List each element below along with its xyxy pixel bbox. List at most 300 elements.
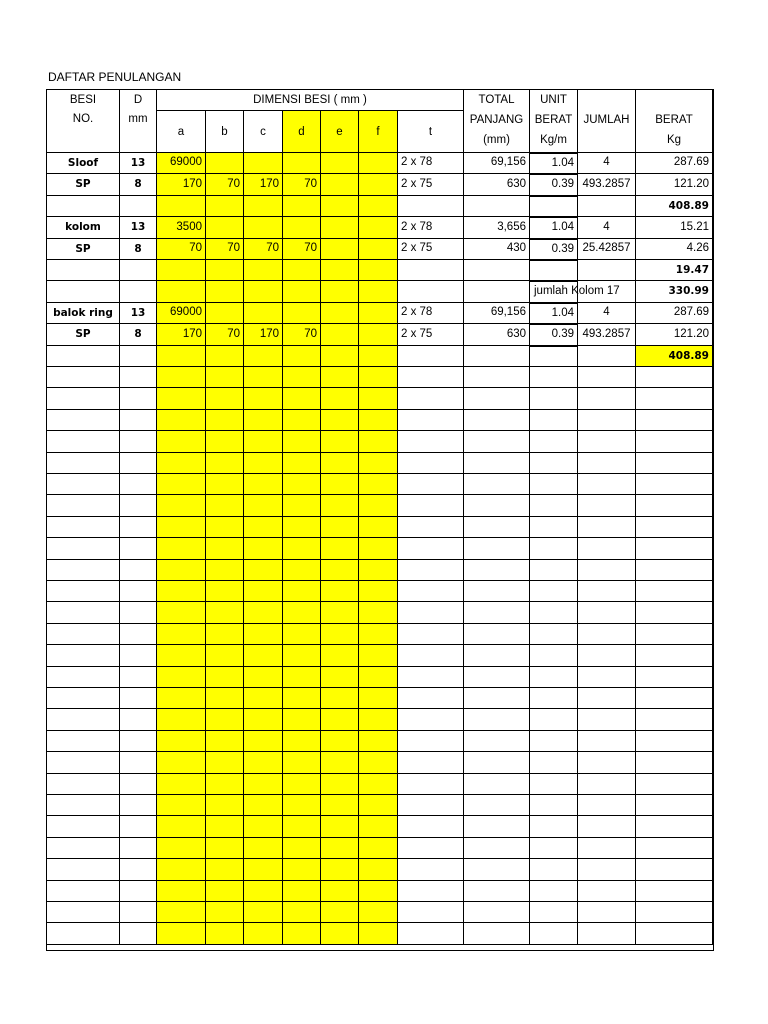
cell-c — [244, 560, 283, 581]
cell-c — [244, 410, 283, 431]
cell-jumlah — [578, 388, 636, 409]
cell-d — [120, 602, 157, 623]
cell-c — [244, 838, 283, 859]
cell-unit — [530, 645, 578, 666]
cell-e — [321, 324, 359, 345]
cell-c — [244, 902, 283, 923]
cell-d — [120, 410, 157, 431]
cell-t — [398, 388, 464, 409]
cell-b — [206, 474, 244, 495]
cell-e — [321, 196, 359, 217]
cell-b — [206, 495, 244, 516]
cell-f — [359, 431, 398, 452]
cell-b: 70 — [206, 174, 244, 195]
cell-d — [120, 923, 157, 944]
cell-c — [244, 367, 283, 388]
cell-a — [157, 709, 206, 730]
cell-d: 13 — [120, 153, 157, 174]
cell-a — [157, 517, 206, 538]
cell-dd — [283, 731, 321, 752]
cell-unit — [530, 453, 578, 474]
cell-e — [321, 260, 359, 281]
cell-dd — [283, 795, 321, 816]
cell-berat — [636, 602, 713, 623]
cell-b — [206, 667, 244, 688]
cell-besi — [47, 838, 120, 859]
cell-e — [321, 688, 359, 709]
cell-e — [321, 474, 359, 495]
cell-c — [244, 153, 283, 174]
cell-d — [120, 881, 157, 902]
cell-jumlah — [578, 688, 636, 709]
cell-total — [464, 667, 530, 688]
cell-berat — [636, 923, 713, 944]
cell-c — [244, 731, 283, 752]
cell-d — [120, 624, 157, 645]
cell-besi — [47, 752, 120, 773]
cell-jumlah: 25.42857 — [578, 239, 636, 260]
cell-c — [244, 517, 283, 538]
cell-jumlah: 4 — [578, 153, 636, 174]
cell-t: 2 x 75 — [398, 174, 464, 195]
cell-e — [321, 388, 359, 409]
cell-a — [157, 538, 206, 559]
cell-jumlah — [578, 410, 636, 431]
cell-dd — [283, 474, 321, 495]
cell-b — [206, 431, 244, 452]
cell-d — [120, 474, 157, 495]
cell-f — [359, 816, 398, 837]
cell-unit — [530, 410, 578, 431]
cell-d — [120, 688, 157, 709]
cell-dd: 70 — [283, 174, 321, 195]
cell-f — [359, 495, 398, 516]
cell-dd — [283, 859, 321, 880]
cell-berat: 19.47 — [636, 260, 713, 281]
cell-total — [464, 923, 530, 944]
cell-dd — [283, 495, 321, 516]
cell-f — [359, 517, 398, 538]
cell-b — [206, 838, 244, 859]
cell-d — [120, 667, 157, 688]
cell-e — [321, 453, 359, 474]
cell-unit — [530, 196, 578, 217]
cell-unit — [530, 538, 578, 559]
cell-jumlah — [578, 731, 636, 752]
cell-a — [157, 431, 206, 452]
cell-e — [321, 174, 359, 195]
cell-dd: 70 — [283, 324, 321, 345]
cell-e — [321, 581, 359, 602]
cell-unit — [530, 774, 578, 795]
cell-b — [206, 303, 244, 324]
cell-b — [206, 517, 244, 538]
cell-t — [398, 838, 464, 859]
cell-unit — [530, 602, 578, 623]
header-d-line2: mm — [128, 113, 148, 125]
cell-jumlah — [578, 346, 636, 367]
cell-unit — [530, 881, 578, 902]
cell-besi — [47, 538, 120, 559]
cell-c — [244, 667, 283, 688]
cell-besi — [47, 260, 120, 281]
cell-c — [244, 346, 283, 367]
cell-f — [359, 688, 398, 709]
cell-besi — [47, 388, 120, 409]
cell-total: 3,656 — [464, 217, 530, 238]
cell-e — [321, 239, 359, 260]
header-total — [464, 90, 530, 153]
cell-b — [206, 196, 244, 217]
header-berat-line2: Kg — [666, 134, 682, 146]
cell-berat — [636, 667, 713, 688]
cell-jumlah — [578, 196, 636, 217]
cell-unit — [530, 902, 578, 923]
cell-a — [157, 560, 206, 581]
cell-total — [464, 196, 530, 217]
cell-f — [359, 731, 398, 752]
cell-f — [359, 902, 398, 923]
cell-c — [244, 709, 283, 730]
cell-a — [157, 474, 206, 495]
cell-besi — [47, 859, 120, 880]
cell-b — [206, 902, 244, 923]
cell-c — [244, 881, 283, 902]
cell-berat — [636, 709, 713, 730]
cell-berat — [636, 560, 713, 581]
cell-berat — [636, 474, 713, 495]
cell-t: 2 x 75 — [398, 239, 464, 260]
cell-t — [398, 624, 464, 645]
cell-besi — [47, 281, 120, 302]
cell-f — [359, 859, 398, 880]
cell-berat — [636, 624, 713, 645]
cell-d — [120, 495, 157, 516]
cell-unit — [530, 560, 578, 581]
cell-d: 8 — [120, 324, 157, 345]
cell-unit — [530, 795, 578, 816]
cell-a: 69000 — [157, 303, 206, 324]
cell-besi — [47, 816, 120, 837]
cell-a: 69000 — [157, 153, 206, 174]
cell-c — [244, 645, 283, 666]
cell-t — [398, 474, 464, 495]
cell-besi — [47, 431, 120, 452]
header-total-line2: PANJANG — [469, 114, 524, 126]
cell-e — [321, 881, 359, 902]
cell-d — [120, 838, 157, 859]
cell-t — [398, 774, 464, 795]
cell-a — [157, 752, 206, 773]
cell-berat — [636, 453, 713, 474]
cell-besi — [47, 495, 120, 516]
cell-f — [359, 260, 398, 281]
cell-b — [206, 881, 244, 902]
cell-total — [464, 688, 530, 709]
cell-berat — [636, 902, 713, 923]
cell-c — [244, 688, 283, 709]
cell-e — [321, 795, 359, 816]
cell-berat — [636, 859, 713, 880]
cell-t — [398, 453, 464, 474]
header-besi — [47, 90, 120, 153]
cell-c — [244, 196, 283, 217]
cell-t — [398, 859, 464, 880]
header-dimensi — [157, 90, 464, 111]
cell-dd — [283, 602, 321, 623]
cell-besi — [47, 367, 120, 388]
cell-c — [244, 624, 283, 645]
cell-total — [464, 752, 530, 773]
cell-total — [464, 902, 530, 923]
cell-t — [398, 410, 464, 431]
cell-c — [244, 495, 283, 516]
cell-berat — [636, 795, 713, 816]
cell-c — [244, 923, 283, 944]
cell-c: 70 — [244, 239, 283, 260]
cell-unit — [530, 838, 578, 859]
sheet-title: DAFTAR PENULANGAN — [48, 70, 182, 84]
cell-besi: SP — [47, 324, 120, 345]
cell-e — [321, 774, 359, 795]
cell-a — [157, 346, 206, 367]
cell-besi — [47, 923, 120, 944]
cell-d — [120, 774, 157, 795]
cell-d — [120, 388, 157, 409]
cell-berat — [636, 367, 713, 388]
cell-f — [359, 581, 398, 602]
cell-besi — [47, 645, 120, 666]
cell-d — [120, 281, 157, 302]
cell-dd — [283, 816, 321, 837]
cell-f — [359, 324, 398, 345]
cell-t — [398, 495, 464, 516]
cell-e — [321, 517, 359, 538]
cell-total — [464, 388, 530, 409]
cell-unit: 1.04 — [530, 153, 578, 174]
cell-f — [359, 667, 398, 688]
cell-total — [464, 645, 530, 666]
cell-besi — [47, 453, 120, 474]
header-dim-f: f — [359, 111, 398, 153]
cell-d — [120, 859, 157, 880]
cell-total — [464, 709, 530, 730]
cell-c — [244, 388, 283, 409]
cell-e — [321, 431, 359, 452]
cell-a — [157, 453, 206, 474]
cell-f — [359, 838, 398, 859]
cell-e — [321, 923, 359, 944]
cell-jumlah — [578, 667, 636, 688]
header-besi-line1: BESI — [69, 94, 97, 106]
cell-a — [157, 495, 206, 516]
cell-d: 13 — [120, 303, 157, 324]
cell-d — [120, 367, 157, 388]
cell-a — [157, 645, 206, 666]
cell-f — [359, 153, 398, 174]
cell-d: 8 — [120, 239, 157, 260]
cell-c — [244, 816, 283, 837]
cell-unit — [530, 260, 578, 281]
cell-jumlah — [578, 752, 636, 773]
cell-unit — [530, 859, 578, 880]
cell-besi — [47, 410, 120, 431]
cell-total: 630 — [464, 174, 530, 195]
cell-b — [206, 346, 244, 367]
cell-total — [464, 538, 530, 559]
cell-f — [359, 281, 398, 302]
cell-b: 70 — [206, 239, 244, 260]
cell-dd — [283, 752, 321, 773]
cell-a — [157, 624, 206, 645]
cell-besi — [47, 902, 120, 923]
cell-jumlah — [578, 581, 636, 602]
header-total-line1: TOTAL — [478, 94, 515, 106]
cell-t — [398, 367, 464, 388]
cell-dd — [283, 581, 321, 602]
cell-a — [157, 196, 206, 217]
cell-f — [359, 602, 398, 623]
cell-unit — [530, 923, 578, 944]
cell-berat: 330.99 — [636, 281, 713, 302]
header-unit-line3: Kg/m — [540, 134, 567, 146]
cell-f — [359, 303, 398, 324]
cell-dd — [283, 923, 321, 944]
cell-unit — [530, 816, 578, 837]
cell-dd — [283, 709, 321, 730]
cell-total — [464, 816, 530, 837]
cell-a: 170 — [157, 324, 206, 345]
cell-b — [206, 560, 244, 581]
cell-d — [120, 538, 157, 559]
cell-e — [321, 217, 359, 238]
cell-d — [120, 346, 157, 367]
cell-total — [464, 474, 530, 495]
cell-dd: 70 — [283, 239, 321, 260]
header-besi-line2: NO. — [72, 113, 94, 125]
cell-a — [157, 410, 206, 431]
cell-jumlah — [578, 624, 636, 645]
cell-jumlah — [578, 560, 636, 581]
cell-a — [157, 602, 206, 623]
cell-b — [206, 581, 244, 602]
cell-besi: kolom — [47, 217, 120, 238]
cell-besi — [47, 602, 120, 623]
header-dimensi-label: DIMENSI BESI ( mm ) — [253, 94, 367, 106]
cell-unit: jumlah Kolom 17 — [530, 281, 578, 302]
cell-e — [321, 645, 359, 666]
cell-t — [398, 709, 464, 730]
cell-t — [398, 923, 464, 944]
cell-jumlah — [578, 517, 636, 538]
cell-total — [464, 431, 530, 452]
cell-d — [120, 196, 157, 217]
cell-t — [398, 431, 464, 452]
cell-a: 170 — [157, 174, 206, 195]
cell-unit — [530, 495, 578, 516]
cell-b — [206, 731, 244, 752]
cell-c — [244, 859, 283, 880]
cell-a — [157, 260, 206, 281]
cell-dd — [283, 667, 321, 688]
cell-f — [359, 752, 398, 773]
cell-t — [398, 645, 464, 666]
cell-unit: 1.04 — [530, 217, 578, 238]
cell-berat — [636, 410, 713, 431]
cell-b — [206, 281, 244, 302]
cell-t — [398, 795, 464, 816]
cell-b — [206, 453, 244, 474]
cell-total — [464, 517, 530, 538]
cell-t — [398, 581, 464, 602]
header-dim-a: a — [157, 111, 206, 153]
cell-jumlah — [578, 774, 636, 795]
cell-jumlah — [578, 431, 636, 452]
cell-jumlah: 493.2857 — [578, 174, 636, 195]
cell-unit — [530, 688, 578, 709]
cell-a — [157, 774, 206, 795]
cell-berat — [636, 838, 713, 859]
cell-e — [321, 303, 359, 324]
cell-b — [206, 153, 244, 174]
header-dim-b: b — [206, 111, 244, 153]
cell-e — [321, 902, 359, 923]
cell-c — [244, 281, 283, 302]
cell-e — [321, 153, 359, 174]
cell-dd — [283, 217, 321, 238]
cell-unit — [530, 388, 578, 409]
cell-unit: 0.39 — [530, 174, 578, 195]
cell-jumlah — [578, 838, 636, 859]
cell-f — [359, 923, 398, 944]
cell-total — [464, 367, 530, 388]
cell-total — [464, 774, 530, 795]
cell-berat — [636, 645, 713, 666]
cell-t — [398, 260, 464, 281]
cell-besi — [47, 795, 120, 816]
cell-c — [244, 474, 283, 495]
cell-b — [206, 217, 244, 238]
cell-besi — [47, 774, 120, 795]
cell-berat: 121.20 — [636, 324, 713, 345]
cell-jumlah — [578, 495, 636, 516]
cell-unit — [530, 709, 578, 730]
cell-e — [321, 367, 359, 388]
cell-b — [206, 923, 244, 944]
cell-e — [321, 602, 359, 623]
cell-a — [157, 367, 206, 388]
cell-t — [398, 731, 464, 752]
cell-c — [244, 217, 283, 238]
cell-jumlah — [578, 538, 636, 559]
cell-total — [464, 602, 530, 623]
cell-unit — [530, 624, 578, 645]
cell-jumlah: 493.2857 — [578, 324, 636, 345]
cell-f — [359, 239, 398, 260]
cell-a — [157, 795, 206, 816]
cell-b — [206, 624, 244, 645]
cell-dd — [283, 838, 321, 859]
cell-t — [398, 281, 464, 302]
cell-t — [398, 667, 464, 688]
cell-e — [321, 731, 359, 752]
cell-dd — [283, 260, 321, 281]
cell-berat — [636, 581, 713, 602]
cell-unit: 0.39 — [530, 239, 578, 260]
cell-b — [206, 752, 244, 773]
cell-c — [244, 303, 283, 324]
cell-jumlah — [578, 902, 636, 923]
